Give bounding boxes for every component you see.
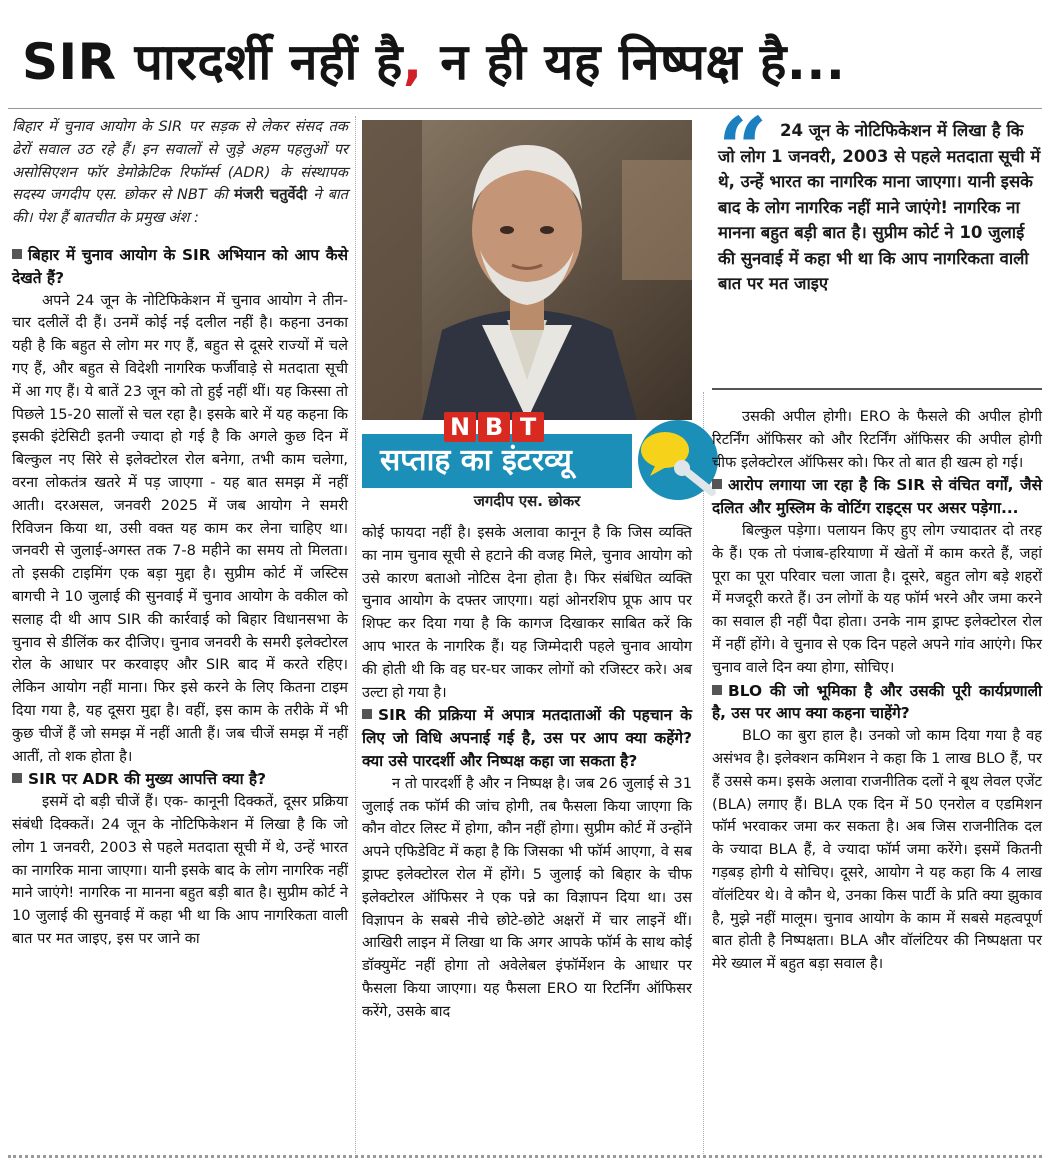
question-4-text: BLO की जो भूमिका है और उसकी पूरी कार्यप्रणाली है, उस पर आप क्या कहना चाहेंगे? xyxy=(712,681,1042,723)
answer-4: BLO का बुरा हाल है। उनको जो काम दिया गया है वह असंभव है। इलेक्शन कमिशन ने कहा कि 1 लाख BLO हैं, पर हैं उससे कम। इसके अलावा राजनीतिक दलों ने बूथ लेवल एजेंट (BLA) लगाए हैं। BLA एक दिन में 50 एनरोल व एडमिशन फॉर्म भरवाकर जमा कर सकता है। अब जिस राजनीतिक दल के ज्यादा BLA हैं, वे ज्यादा फॉर्म जमा करेंगे। इसमें कितनी गड़बड़ होगी ये सोचिए। दूसरे, आयोग ने यह कहा कि 4 लाख वॉलंटियर थे। वे कौन थे, उनका किस पार्टी के प्रति क्या झुकाव है, मुझे नहीं मालूम। चुनाव आयोग के काम में सबसे महत्वपूर्ण बात होती है निष्पक्षता। BLA और वॉलंटियर की निष्पक्षता पर मेरे ख्याल में बहुत बड़ा सवाल है। xyxy=(712,727,1042,973)
answer-2: इसमें दो बड़ी चीजें हैं। एक- कानूनी दिक्कतें, दूसर प्रक्रिया संबंधी दिक्कतें। 24 जून के नोटिफिकेशन में लिखा है कि जो लोग 1 जनवरी, 2003 से पहले मतदाता सूची में थे, उन्हें भारत का नागरिक माना जाएगा। यानी इसके बाद के लोग नागरिक नहीं माने जाएंगे! नागरिक ना मानना बहुत बड़ी बात है। सुप्रीम कोर्ट ने 10 जुलाई की सुनवाई में कहा भी था कि आप नागरिकता वाली बात पर मत जाइए, इस पर जाने का xyxy=(12,793,348,947)
question-5 xyxy=(362,704,692,772)
bullet-square-icon xyxy=(712,685,722,695)
photo-caption: जगदीप एस. छोकर xyxy=(473,492,581,510)
bullet-square-icon xyxy=(12,249,22,259)
question-2-text: SIR पर ADR की मुख्य आपत्ति क्या है? xyxy=(28,770,267,789)
answer-1: अपने 24 जून के नोटिफिकेशन में चुनाव आयोग ने तीन-चार दलीलें दी हैं। उनमें कोई नई दलील नहीं है। कहना उनका यही है कि बहुत से लोग मर गए हैं, बहुत से दूसरे राज्यों में चले गए हैं, और बहुत से विदेशी नागरिक फर्जीवाड़े से मतदाता सूची में आ गए हैं। ये बातें 23 जून को तो हुई नहीं थीं। यह किस्सा तो पिछले 15-20 सालों से चल रहा है। इसके बारे में यह कहना कि इसकी इंटेसिटी इतनी ज्यादा हो गई है कि अगले कुछ दिन में बिल्कुल नए सिरे से इलेक्टोरल रोल बनेगा, तभी काम चलेगा, वरना लोकतंत्र खतरे में पड़ जाएगा - यह बात समझ में नहीं आती। दरअसल, जनवरी 2025 में जब आयोग ने समरी रिविजन किया था, उसी वक्त यह काम कर लेना चाहिए था। जनवरी से जुलाई-अगस्त तक 7-8 महीने का समय तो मिलता। तो इसकी टाइमिंग एक बड़ा मुद्दा है। सुप्रीम कोर्ट में जस्टिस बागची ने 10 जुलाई की सुनवाई में चुनाव आयोग के वकील को सलाह दी थी आप SIR की कार्रवाई को बिहार विधानसभा के चुनाव से डीलिंक कर दीजिए। चुनाव जनवरी के समरी इलेक्टोरल रोल के आधार पर करवाइए और SIR बाद में करते रहिए। लेकिन आयोग नहीं माना। फिर इसे करने के लिए कितना टाइम दिया गया है, यह दूसरा मुद्दा है। वहीं, इस काम के तरीके में भी कुछ चीजें हैं जो समझ में नहीं आती हैं। जब चीजें समझ में नहीं आतीं, तो शक होता है। xyxy=(12,291,348,765)
question-3-text: आरोप लगाया जा रहा है कि SIR से वंचित वर्गों, जैसे दलित और मुस्लिम के वोटिंग राइट्स पर असर पड़ेगा... xyxy=(712,476,1042,518)
nbt-letter-t: T xyxy=(512,412,544,442)
nbt-letter-n: N xyxy=(444,412,476,442)
question-1 xyxy=(12,244,348,290)
answer-5: न तो पारदर्शी है और न निष्पक्ष है। जब 26 जुलाई से 31 जुलाई तक फॉर्म की जांच होगी, तब फैसला किया जाएगा कि कौन वोटर लिस्ट में होगा, कौन नहीं होगा। सुप्रीम कोर्ट में उन्होंने अपने एफिडेविट में कहा है कि जिसका भी फॉर्म आएगा, वे सब ड्राफ्ट इलेक्टोरल रोल में होंगे। 5 जुलाई को बिहार के चीफ इलेक्टोरल ऑफिसर ने एक पन्ने का विज्ञापन दिया था। उस विज्ञापन के सबसे नीचे छोटे-छोटे अक्षरों में चार लाइनें थीं। आखिरी लाइन में लिखा था कि अगर आपके फॉर्म के साथ कोई डॉक्युमेंट नहीं होगा तो अवेलेबल इंफॉर्मेशन के आधार पर फैसला किया जाएगा। यह फैसला ERO या रिटर्निंग ऑफिसर करेंगे, उसके बाद xyxy=(362,774,692,1020)
portrait-photo xyxy=(362,120,692,420)
headline-part-2: न ही यह निष्पक्ष है... xyxy=(422,33,846,91)
headline-rule xyxy=(8,108,1042,109)
column-divider-1 xyxy=(355,116,356,1156)
bottom-border xyxy=(8,1155,1042,1162)
question-2 xyxy=(12,768,348,791)
column-2 xyxy=(362,522,692,1024)
pull-quote-text-top: 24 जून के नोटिफिकेशन में लिखा है कि जो लोग 1 जनवरी, 2003 से पहले मतदाता सूची में थे, उन्हें भारत का नागरिक माना जाएगा। यानी इसके बाद के लोग नागरिक नहीं माने जाएंगे! नागरिक ना मानना बहुत बड़ी बात है। सुप्रीम कोर्ट ने 10 जुलाई की सुनवाई में कहा भी था कि आप नागरिकता वाली बात पर मत जाइए xyxy=(718,121,1041,293)
intro-text-1: बिहार में चुनाव आयोग के SIR पर सड़क से लेकर संसद तक ढेरों सवाल उठ रहे हैं। इन सवालों से जुड़े अहम पहलुओं पर असोसिएशन फॉर डेमोक्रेटिक रिफॉर्म्स (ADR) के संस्थापक सदस्य जगदीप एस. छोकर से NBT की xyxy=(12,118,348,204)
nbt-letter-b: B xyxy=(478,412,510,442)
question-1-text: बिहार में चुनाव आयोग के SIR अभियान को आप कैसे देखते हैं? xyxy=(12,245,348,287)
bullet-square-icon xyxy=(712,479,722,489)
intro-text-2: ने बात की। पेश हैं बातचीत के प्रमुख अंश : xyxy=(12,186,348,227)
pull-quote-rule xyxy=(712,388,1042,390)
question-4 xyxy=(712,680,1042,726)
interview-band-text: सप्ताह का इंटरव्यू xyxy=(380,443,572,478)
bullet-square-icon xyxy=(12,773,22,783)
answer-5-continued: उसकी अपील होगी। ERO के फैसले की अपील होगी रिटर्निंग ऑफिसर को और रिटर्निंग ऑफिसर की अपील होगी चीफ इलेक्टोरल ऑफिसर को। फिर तो बात ही खत्म हो गई। xyxy=(712,408,1042,471)
bullet-square-icon xyxy=(362,709,372,719)
headline-comma: , xyxy=(402,33,423,91)
question-5-text: SIR की प्रक्रिया में अपात्र मतदाताओं की पहचान के लिए जो विधि अपनाई गई है, उस पर आप क्या कहेंगे? क्या उसे पारदर्शी और निष्पक्ष कहा जा सकता है? xyxy=(362,706,692,770)
headline-area xyxy=(0,0,1050,108)
intro-paragraph xyxy=(12,116,348,230)
intro-author: मंजरी चतुर्वेदी xyxy=(234,186,308,204)
question-3 xyxy=(712,474,1042,520)
portrait-illustration xyxy=(362,120,692,420)
column-3 xyxy=(712,406,1042,976)
column-divider-2 xyxy=(703,392,704,1156)
headline-part-1: SIR पारदर्शी नहीं है xyxy=(22,33,403,91)
answer-2-continued: कोई फायदा नहीं है। इसके अलावा कानून है कि जिस व्यक्ति का नाम चुनाव सूची से हटाने की वजह मिले, चुनाव आयोग को उसे कारण बताओ नोटिस देना होता है। फिर संबंधित व्यक्ति चुनाव आयोग के दफ्तर जाएगा। यहां ओनरशिप प्रूफ आप पर शिफ्ट कर दिया गया है कि कागज दिखाकर साबित करें कि आप भारत के नागरिक हैं। यह जिम्मेदारी पहले चुनाव आयोग की होती थी कि वह घर-घर जाकर लोगों को रजिस्टर करे। अब उल्टा हो गया है। xyxy=(362,524,692,701)
quote-mark-icon: “ xyxy=(718,99,768,200)
headline xyxy=(22,26,845,94)
answer-3: बिल्कुल पड़ेगा। पलायन किए हुए लोग ज्यादातर दो तरह के हैं। एक तो पंजाब-हरियाणा में खेतों में काम करते हैं, जहां पूरा का पूरा परिवार चला जाता है। दूसरे, बहुत लोग बड़े शहरों में मजदूरी करते हैं। उन लोगों के यह फॉर्म भरने और जमा करने का सवाल ही नहीं पैदा होता। उनके नाम ड्राफ्ट इलेक्टोरल रोल में नहीं होंगे। वे चुनाव से एक दिन पहले अपने गांव आएंगे। फिर चुनाव वाले दिन क्या होगा, सोचिए। xyxy=(712,521,1042,676)
column-1 xyxy=(12,116,348,951)
